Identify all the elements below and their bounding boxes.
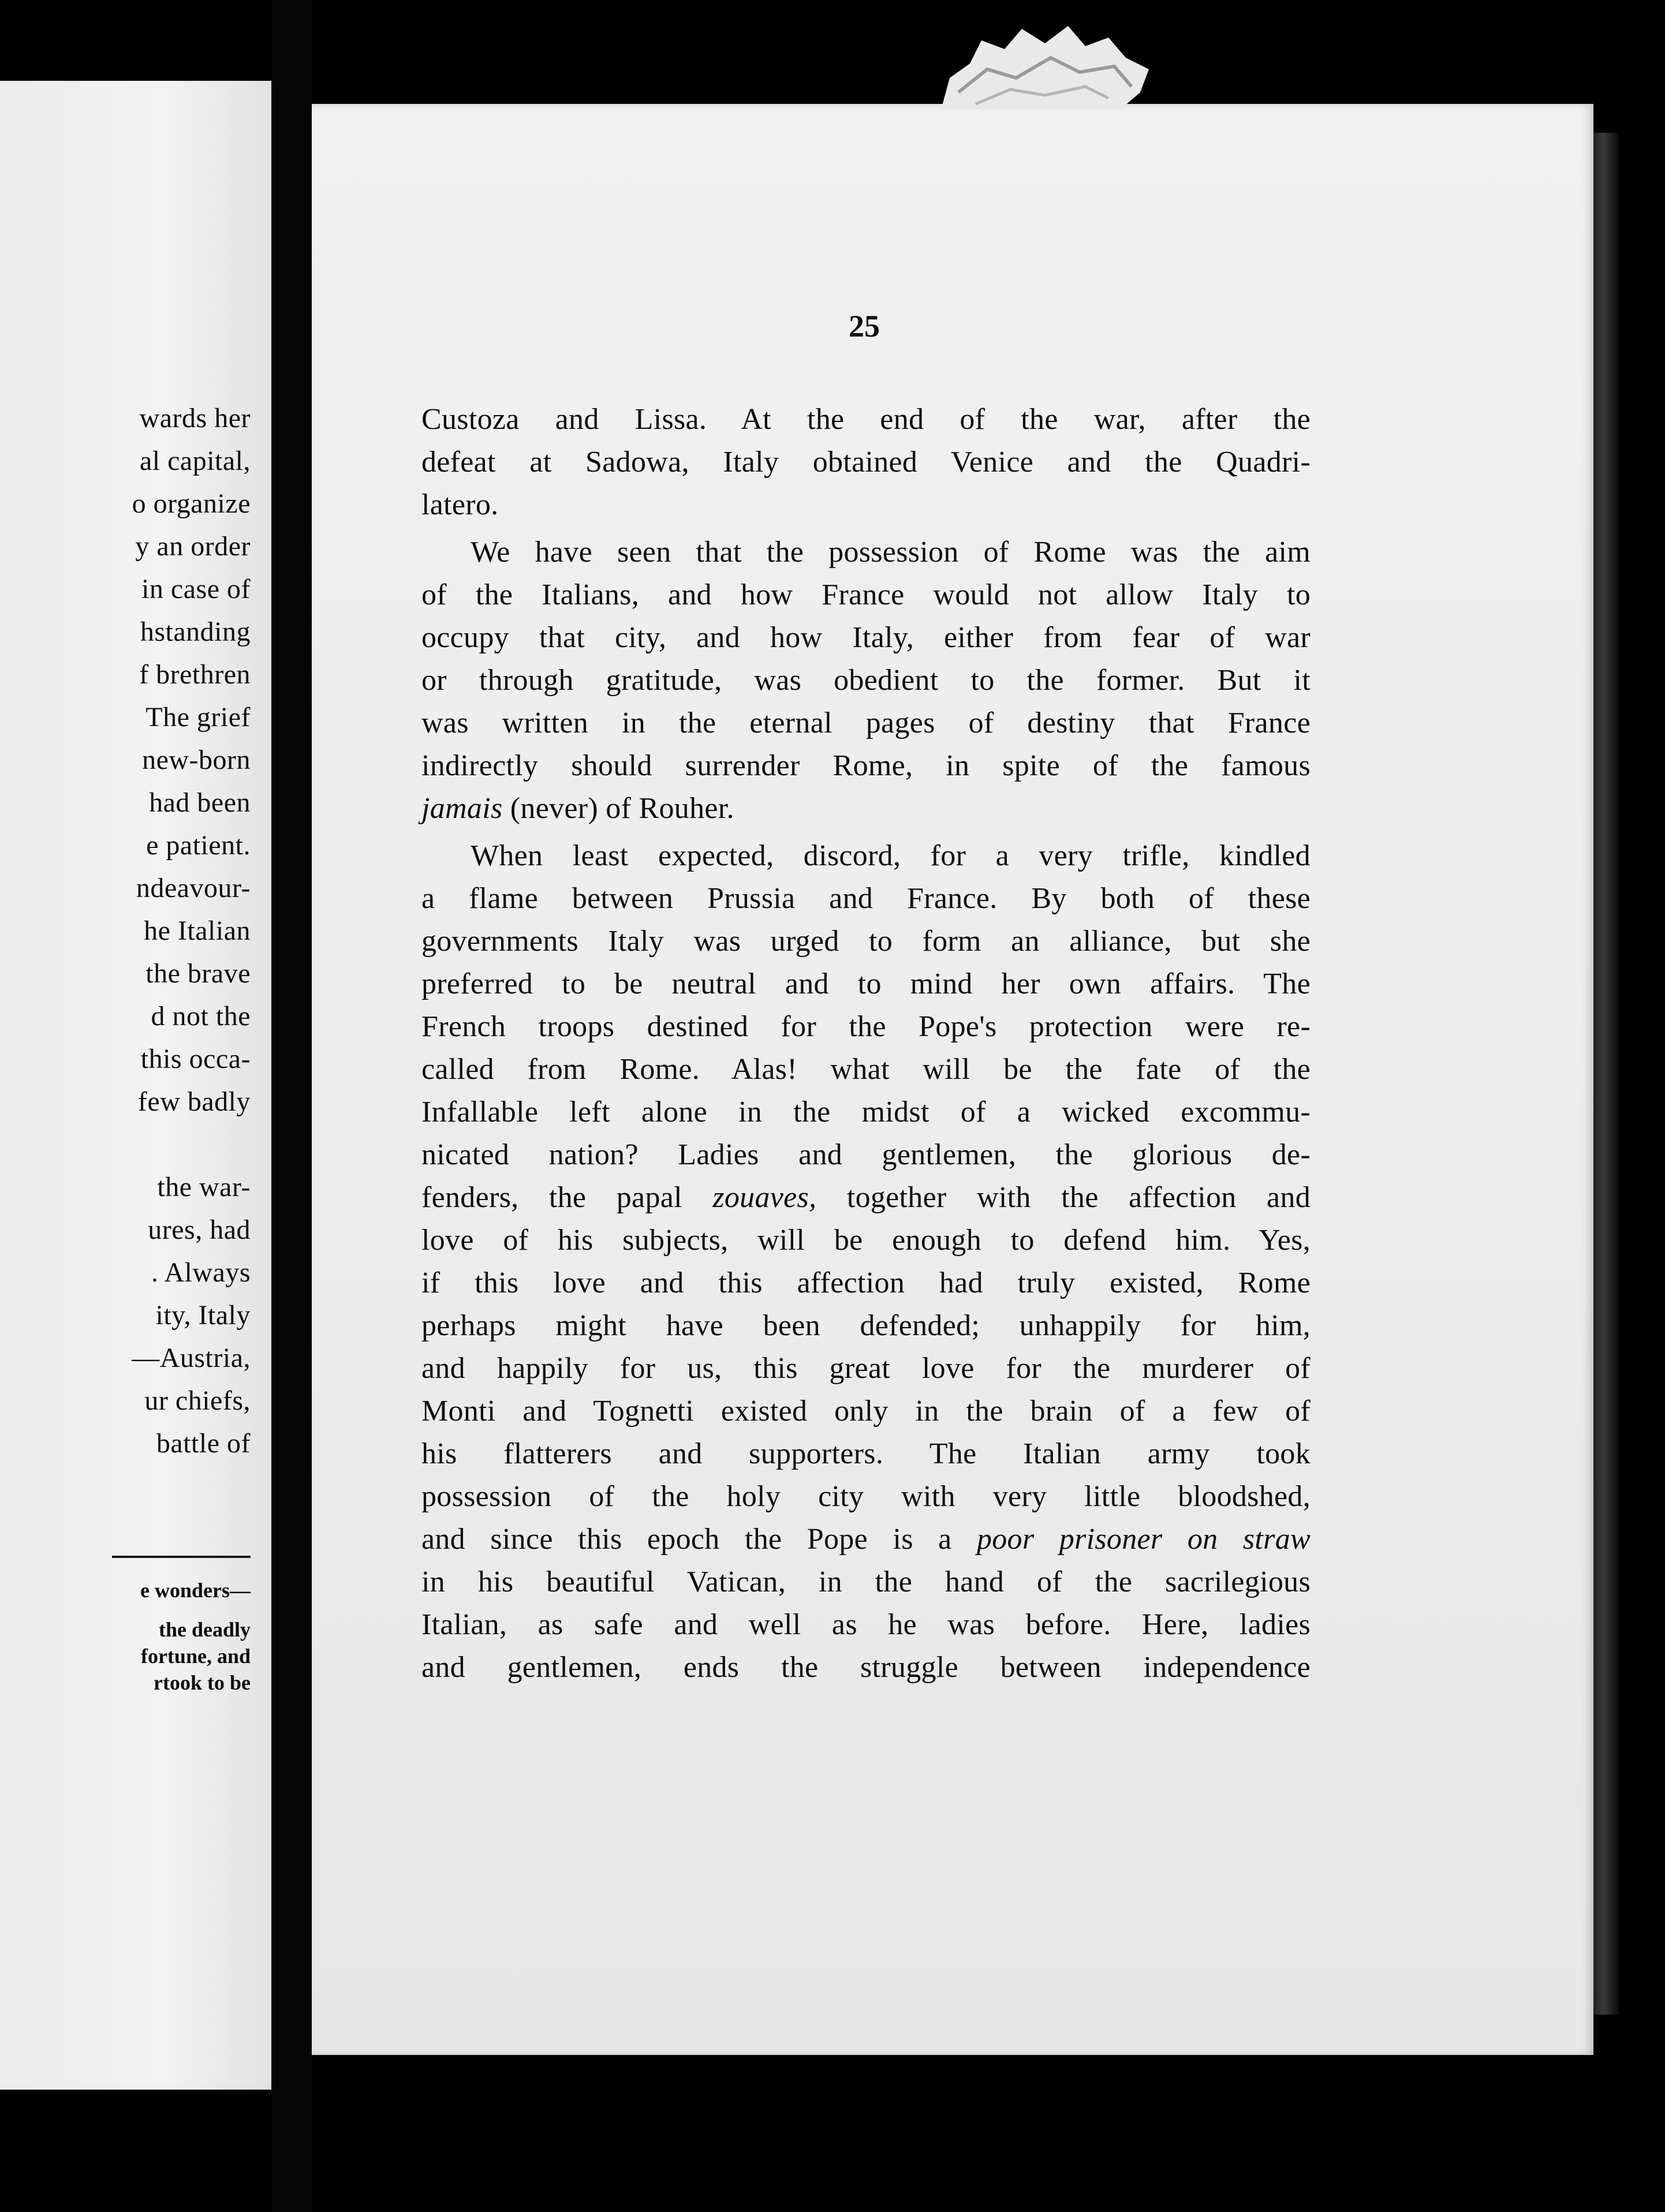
text-line: Custoza and Lissa. At the end of the war, after the (421, 403, 1311, 436)
left-page-line: had been (149, 787, 251, 818)
footnote-rule (112, 1556, 251, 1558)
left-page-line: d not the (151, 1001, 251, 1032)
left-page-line: e patient. (146, 830, 251, 861)
text-line: governments Italy was urged to form an alliance, but she (421, 925, 1311, 958)
text-line: perhaps might have been defended; unhappily for him, (421, 1309, 1311, 1342)
body-text (421, 398, 1311, 1689)
text-line: or through gratitude, was obedient to the former. But it (421, 664, 1311, 697)
text-line (421, 1518, 1311, 1561)
text-line: love of his subjects, will be enough to defend him. Yes, (421, 1224, 1311, 1257)
left-page-line: the brave (145, 958, 251, 989)
text-line: nicated nation? Ladies and gentlemen, the glorious de- (421, 1138, 1311, 1171)
left-page-line: the war- (157, 1172, 251, 1202)
text-line: a flame between Prussia and France. By both of these (421, 882, 1311, 915)
left-page-line: wards her (139, 403, 251, 434)
text-line: possession of the holy city with very little bloodshed, (421, 1480, 1311, 1513)
text-line: Infallable left alone in the midst of a wicked excommu- (421, 1096, 1311, 1129)
text-run: (never) of Rouher. (502, 792, 734, 825)
left-footnote-line: rtook to be (154, 1671, 251, 1694)
left-page-line: —Austria, (132, 1343, 251, 1373)
text-line: We have seen that the possession of Rome was the aim (471, 536, 1311, 569)
page-edge-shadow (1593, 133, 1619, 2015)
torn-paper-fragment (935, 23, 1155, 115)
left-page-line: ures, had (148, 1215, 251, 1245)
text-line: his flatterers and supporters. The Italian army took (421, 1437, 1311, 1470)
text-run: fenders, the papal (421, 1181, 713, 1214)
text-line: in his beautiful Vatican, in the hand of the sacrilegious (421, 1565, 1311, 1598)
left-page-line: new-born (142, 745, 251, 775)
left-page-line: al capital, (139, 446, 251, 476)
text-line: defeat at Sadowa, Italy obtained Venice and the Quadri- (421, 446, 1311, 479)
left-page-line: The grief (145, 702, 251, 733)
text-line: and gentlemen, ends the struggle between independence (421, 1651, 1311, 1684)
italic-phrase: poor prisoner on straw (976, 1523, 1311, 1556)
left-page-line: ndeavour- (136, 873, 251, 903)
text-line: indirectly should surrender Rome, in spite of the famous (421, 749, 1311, 782)
italic-word: jamais (421, 792, 503, 825)
text-line: if this love and this affection had truly existed, Rome (421, 1266, 1311, 1299)
text-line: French troops destined for the Pope's protection were re- (421, 1010, 1311, 1043)
left-page-line: this occa- (140, 1044, 251, 1074)
italic-word: zouaves, (712, 1181, 817, 1214)
left-page-line: in case of (141, 574, 251, 604)
text-line: Monti and Tognetti existed only in the brain of a few of (421, 1395, 1311, 1428)
text-line: Italian, as safe and well as he was before. Here, ladies (421, 1608, 1311, 1641)
left-page-line: o organize (132, 488, 251, 519)
left-page-line: ity, Italy (155, 1300, 251, 1331)
page-number: 25 (849, 309, 880, 343)
left-page-line: . Always (151, 1257, 251, 1288)
text-line: When least expected, discord, for a very trifle, kindled (471, 839, 1311, 872)
left-page-line: he Italian (144, 916, 251, 946)
text-line: preferred to be neutral and to mind her own affairs. The (421, 967, 1311, 1000)
left-page-line: battle of (156, 1428, 251, 1459)
left-page-line: hstanding (140, 616, 251, 647)
left-page-line: ur chiefs, (144, 1385, 251, 1416)
text-line (421, 1176, 1311, 1219)
text-run: and since this epoch the Pope is a (421, 1523, 977, 1556)
text-line: and happily for us, this great love for the murderer of (421, 1352, 1311, 1385)
text-line: was written in the eternal pages of destiny that France (421, 707, 1311, 739)
text-line: called from Rome. Alas! what will be the fate of the (421, 1053, 1311, 1086)
text-run: together with the affection and (816, 1181, 1311, 1214)
left-footnote-line: fortune, and (140, 1645, 251, 1668)
text-line: occupy that city, and how Italy, either from fear of war (421, 621, 1311, 654)
text-line: of the Italians, and how France would not allow Italy to (421, 578, 1311, 611)
text-line (421, 787, 1311, 830)
left-footnote-line: the deadly (158, 1618, 251, 1641)
book-gutter (271, 0, 312, 2212)
left-page-line: few badly (137, 1086, 251, 1117)
text-line: latero. (421, 488, 499, 521)
left-footnote-line: e wonders— (140, 1579, 251, 1602)
left-page-line: y an order (135, 531, 251, 562)
left-page-fragment (0, 81, 271, 2090)
left-page-line: f brethren (139, 659, 251, 690)
